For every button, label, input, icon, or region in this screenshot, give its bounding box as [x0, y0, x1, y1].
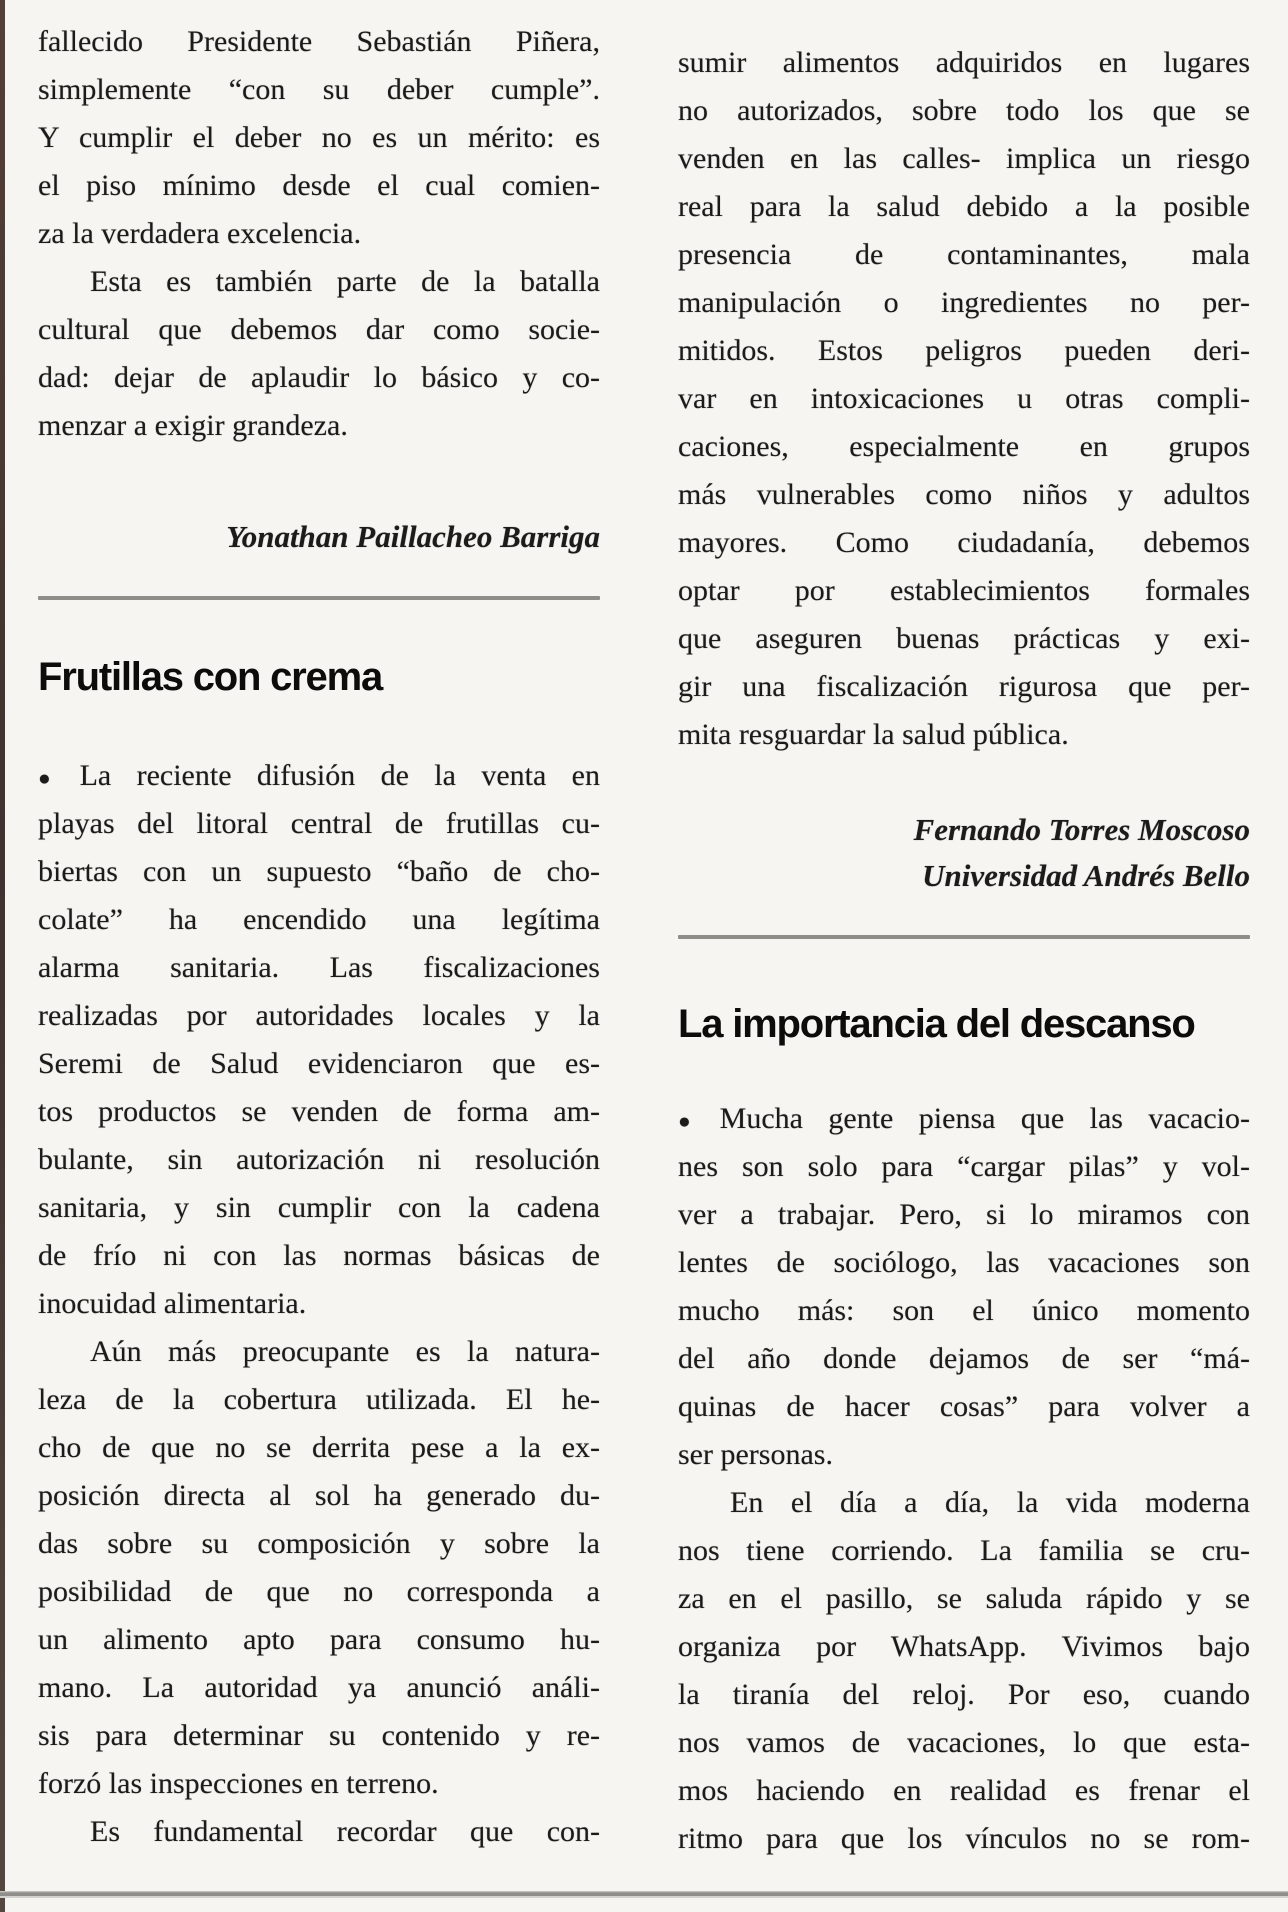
text-line: un alimento apto para consumo hu-	[38, 1623, 600, 1656]
text-line: lentes de sociólogo, las vacaciones son	[678, 1246, 1250, 1279]
text-line: var en intoxicaciones u otras compli-	[678, 382, 1250, 415]
scan-edge-artifact	[0, 0, 5, 1912]
signature	[38, 514, 600, 560]
text-line: sis para determinar su contenido y re-	[38, 1719, 600, 1752]
text-line: posición directa al sol ha generado du-	[38, 1479, 600, 1512]
signature-line: Yonathan Paillacheo Barriga	[226, 519, 600, 554]
text-line: cho de que no se derrita pese a la ex-	[38, 1431, 600, 1464]
text-line: no autorizados, sobre todo los que se	[678, 94, 1250, 127]
section-divider	[678, 935, 1250, 939]
text-line: nes son solo para “cargar pilas” y vol-	[678, 1150, 1250, 1183]
text-line: mano. La autoridad ya anunció análi-	[38, 1671, 600, 1704]
letter-heading: La importancia del descanso	[678, 1002, 1195, 1046]
text-line: manipulación o ingredientes no per-	[678, 286, 1250, 319]
text-line: ● La reciente difusión de la venta en	[38, 759, 600, 792]
text-line: del año donde dejamos de ser “má-	[678, 1342, 1250, 1375]
text-line: mita resguardar la salud pública.	[678, 718, 1069, 751]
text-line: leza de la cobertura utilizada. El he-	[38, 1383, 600, 1416]
letter-paragraph	[38, 1328, 600, 1808]
text-line: Aún más preocupante es la natura-	[90, 1335, 600, 1368]
text-line: tos productos se venden de forma am-	[38, 1095, 600, 1128]
text-line: Seremi de Salud evidenciaron que es-	[38, 1047, 600, 1080]
text-line: menzar a exigir grandeza.	[38, 409, 348, 442]
text-line: venden en las calles- implica un riesgo	[678, 142, 1250, 175]
text-line: mitidos. Estos peligros pueden deri-	[678, 334, 1250, 367]
text-line: organiza por WhatsApp. Vivimos bajo	[678, 1630, 1250, 1663]
signature	[678, 807, 1250, 899]
text-line: forzó las inspecciones en terreno.	[38, 1767, 439, 1800]
text-line: presencia de contaminantes, mala	[678, 238, 1250, 271]
text-line: colate” ha encendido una legítima	[38, 903, 600, 936]
section-divider	[38, 596, 600, 600]
text-line: posibilidad de que no corresponda a	[38, 1575, 600, 1608]
left-column	[38, 0, 600, 1856]
signature-line: Fernando Torres Moscoso	[913, 812, 1250, 847]
text-line: En el día a día, la vida moderna	[730, 1486, 1250, 1519]
bullet-icon: ●	[38, 766, 69, 790]
text-line: sumir alimentos adquiridos en lugares	[678, 46, 1250, 79]
text-line: ritmo para que los vínculos no se rom-	[678, 1822, 1250, 1855]
text-line: que aseguren buenas prácticas y exi-	[678, 622, 1250, 655]
signature-line: Universidad Andrés Bello	[922, 858, 1250, 893]
letter-heading: Frutillas con crema	[38, 655, 382, 699]
text-line: biertas con un supuesto “baño de cho-	[38, 855, 600, 888]
right-column	[678, 0, 1250, 1863]
text-line: ser personas.	[678, 1438, 833, 1471]
letter-paragraph	[38, 1808, 600, 1856]
text-line: cultural que debemos dar como socie-	[38, 313, 600, 346]
text-line: nos tiene corriendo. La familia se cru-	[678, 1534, 1250, 1567]
text-line: ver a trabajar. Pero, si lo miramos con	[678, 1198, 1250, 1231]
letter-paragraph	[38, 258, 600, 450]
text-line: Es fundamental recordar que con-	[90, 1815, 600, 1848]
text-line: Esta es también parte de la batalla	[90, 265, 600, 298]
text-line: playas del litoral central de frutillas cu-	[38, 807, 600, 840]
text-line: za en el pasillo, se saluda rápido y se	[678, 1582, 1250, 1615]
text-line: quinas de hacer cosas” para volver a	[678, 1390, 1250, 1423]
text-line: realizadas por autoridades locales y la	[38, 999, 600, 1032]
letter-paragraph	[678, 1095, 1250, 1479]
text-line: Y cumplir el deber no es un mérito: es	[38, 121, 600, 154]
text-line: optar por establecimientos formales	[678, 574, 1250, 607]
letter-paragraph	[38, 752, 600, 1328]
text-line: real para la salud debido a la posible	[678, 190, 1250, 223]
text-line: más vulnerables como niños y adultos	[678, 478, 1250, 511]
text-line: inocuidad alimentaria.	[38, 1287, 307, 1320]
text-line: fallecido Presidente Sebastián Piñera,	[38, 25, 600, 58]
text-line: dad: dejar de aplaudir lo básico y co-	[38, 361, 600, 394]
text-line: sanitaria, y sin cumplir con la cadena	[38, 1191, 600, 1224]
letter-paragraph	[38, 18, 600, 258]
text-line: bulante, sin autorización ni resolución	[38, 1143, 600, 1176]
text-line: de frío ni con las normas básicas de	[38, 1239, 600, 1272]
letter-paragraph	[678, 39, 1250, 759]
text-line: alarma sanitaria. Las fiscalizaciones	[38, 951, 600, 984]
text-line: za la verdadera excelencia.	[38, 217, 362, 250]
letter-paragraph	[678, 1479, 1250, 1863]
text-line: la tiranía del reloj. Por eso, cuando	[678, 1678, 1250, 1711]
page-bottom-divider	[0, 1891, 1288, 1898]
text-line: nos vamos de vacaciones, lo que esta-	[678, 1726, 1250, 1759]
text-line: caciones, especialmente en grupos	[678, 430, 1250, 463]
text-line: mos haciendo en realidad es frenar el	[678, 1774, 1250, 1807]
text-line: das sobre su composición y sobre la	[38, 1527, 600, 1560]
bullet-icon: ●	[678, 1109, 709, 1133]
text-line: gir una fiscalización rigurosa que per-	[678, 670, 1250, 703]
text-line: el piso mínimo desde el cual comien-	[38, 169, 600, 202]
text-line: simplemente “con su deber cumple”.	[38, 73, 600, 106]
text-line: mucho más: son el único momento	[678, 1294, 1250, 1327]
text-line: mayores. Como ciudadanía, debemos	[678, 526, 1250, 559]
text-line: ● Mucha gente piensa que las vacacio-	[678, 1102, 1251, 1135]
